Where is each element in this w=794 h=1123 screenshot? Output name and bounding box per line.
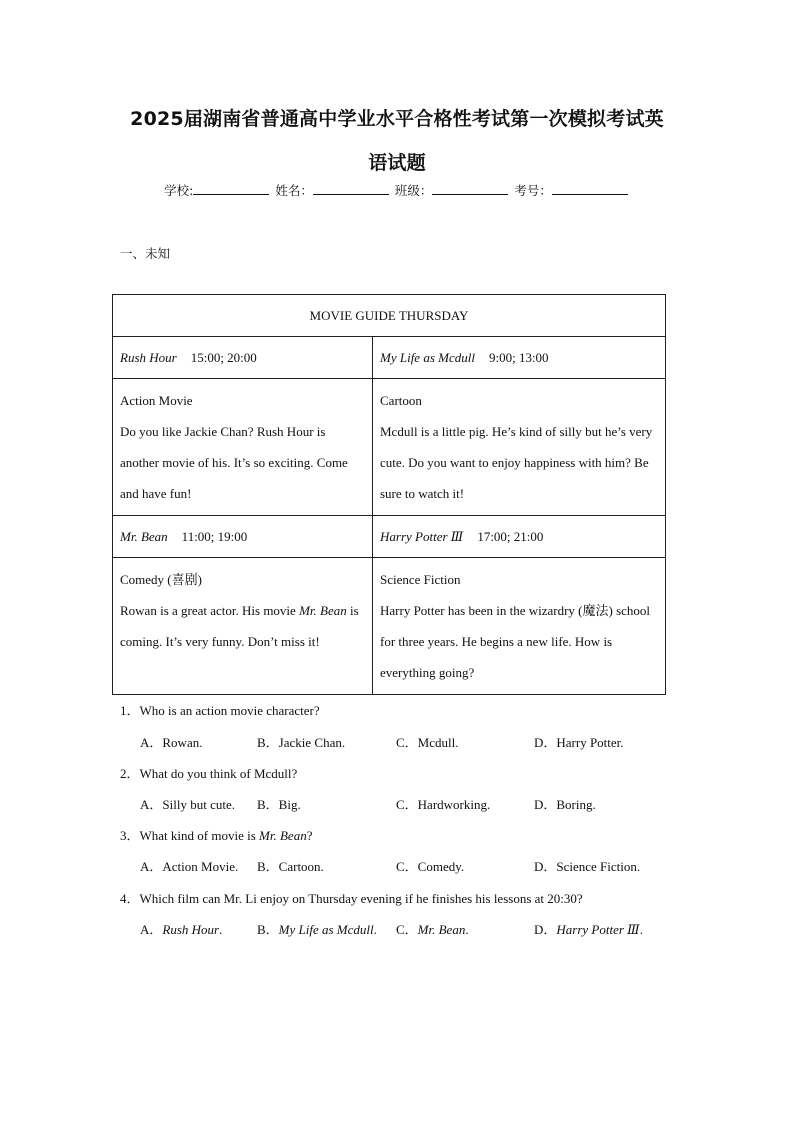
movie-desc xyxy=(120,595,365,657)
option-b[interactable]: B．Big. xyxy=(257,797,301,812)
option-d[interactable]: D．Science Fiction. xyxy=(534,859,641,874)
option-c[interactable]: C．Hardworking. xyxy=(396,797,491,812)
question-number: 3． xyxy=(120,828,140,843)
option-letter: C． xyxy=(396,922,418,937)
school-blank[interactable] xyxy=(193,182,269,195)
option-text: Rush Hour xyxy=(162,922,220,937)
exam-title-line2: 语试题 xyxy=(368,152,426,174)
class-blank[interactable] xyxy=(432,182,508,195)
movie-genre: Action Movie xyxy=(120,393,193,408)
option-text: Harry Potter Ⅲ xyxy=(556,922,640,937)
movie-name: Rush Hour xyxy=(120,349,177,365)
options-1 xyxy=(140,732,700,750)
movie-times: 11:00; 19:00 xyxy=(181,528,248,544)
option-b[interactable]: B．Jackie Chan. xyxy=(257,735,346,750)
question-number: 4． xyxy=(120,891,140,906)
movie-times: 15:00; 20:00 xyxy=(190,349,257,365)
question-text: What do you think of Mcdull? xyxy=(139,766,298,781)
desc-text: Rowan is a great actor. His movie xyxy=(120,603,300,618)
movie-time-cell xyxy=(373,337,666,379)
options-2 xyxy=(140,794,700,812)
movie-desc-cell xyxy=(373,558,666,695)
movie-desc-cell xyxy=(373,379,666,516)
option-d[interactable] xyxy=(534,919,643,938)
desc-movie-name: Mr. Bean xyxy=(299,603,347,618)
option-d[interactable]: D．Harry Potter. xyxy=(534,735,624,750)
student-info-line xyxy=(0,181,794,199)
question-number: 2． xyxy=(120,766,140,781)
school-label: 学校: xyxy=(164,183,194,198)
question-text: Which film can Mr. Li enjoy on Thursday evening if he finishes his lessons at 20:30? xyxy=(139,891,583,906)
question-4 xyxy=(120,888,583,907)
number-label: 考号： xyxy=(514,183,552,198)
option-d[interactable]: D．Boring. xyxy=(534,797,596,812)
option-end: . xyxy=(219,922,223,937)
question-3 xyxy=(120,825,312,844)
option-end: . xyxy=(639,922,643,937)
movie-desc: Mcdull is a little pig. He’s kind of silly but he’s very cute. Do you want to enjoy happiness with him? Be sure to watch it! xyxy=(380,424,653,501)
name-label: 姓名： xyxy=(275,183,313,198)
movie-guide-table xyxy=(112,294,666,695)
question-text: ? xyxy=(306,828,313,843)
movie-desc-cell xyxy=(113,379,373,516)
movie-desc-cell xyxy=(113,558,373,695)
question-text: What kind of movie is xyxy=(139,828,260,843)
option-b[interactable] xyxy=(257,919,377,938)
question-text: Who is an action movie character? xyxy=(139,703,320,718)
movie-time-cell xyxy=(113,337,373,379)
movie-name: Harry Potter Ⅲ xyxy=(380,528,464,544)
option-text: My Life as Mcdull xyxy=(278,922,374,937)
section-title: 一、未知 xyxy=(120,246,171,261)
option-c[interactable]: C．Comedy. xyxy=(396,859,465,874)
movie-time-cell xyxy=(373,516,666,558)
movie-genre: Cartoon xyxy=(380,393,422,408)
desc-text: is coming. It’s very funny. Don’t miss it! xyxy=(120,603,359,649)
options-3 xyxy=(140,856,700,874)
movie-desc: Harry Potter has been in the wizardry (魔法) school for three years. He begins a new life. How is everything going? xyxy=(380,603,651,680)
movie-genre: Comedy (喜剧) xyxy=(120,572,202,587)
option-a[interactable]: A．Silly but cute. xyxy=(140,797,235,812)
option-text: Mr. Bean xyxy=(417,922,466,937)
options-4 xyxy=(140,919,700,937)
movie-times: 17:00; 21:00 xyxy=(477,528,544,544)
option-end: . xyxy=(465,922,469,937)
option-c[interactable]: C．Mcdull. xyxy=(396,735,459,750)
guide-heading: MOVIE GUIDE THURSDAY xyxy=(113,295,666,337)
question-2 xyxy=(120,763,297,782)
option-letter: A． xyxy=(140,922,163,937)
option-a[interactable] xyxy=(140,919,222,938)
movie-genre: Science Fiction xyxy=(380,572,461,587)
option-letter: B． xyxy=(257,922,279,937)
class-label: 班级： xyxy=(394,183,433,198)
option-b[interactable]: B．Cartoon. xyxy=(257,859,324,874)
option-a[interactable]: A．Rowan. xyxy=(140,735,203,750)
movie-name: My Life as Mcdull xyxy=(380,349,475,365)
question-number: 1． xyxy=(120,703,140,718)
option-a[interactable]: A．Action Movie. xyxy=(140,859,239,874)
exam-title-line1: 2025届湖南省普通高中学业水平合格性考试第一次模拟考试英 xyxy=(130,108,664,130)
option-c[interactable] xyxy=(396,919,469,938)
name-blank[interactable] xyxy=(313,182,389,195)
question-1 xyxy=(120,700,320,719)
movie-times: 9:00; 13:00 xyxy=(488,349,549,365)
movie-name: Mr. Bean xyxy=(120,528,168,544)
movie-time-cell xyxy=(113,516,373,558)
movie-desc: Do you like Jackie Chan? Rush Hour is another movie of his. It’s so exciting. Come and have fun! xyxy=(120,424,348,501)
question-movie-name: Mr. Bean xyxy=(259,828,307,843)
option-end: . xyxy=(373,922,377,937)
option-letter: D． xyxy=(534,922,557,937)
number-blank[interactable] xyxy=(552,182,628,195)
